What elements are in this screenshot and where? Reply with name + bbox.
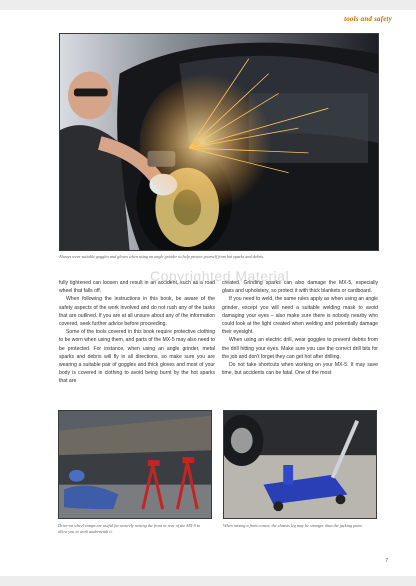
- paragraph: fully tightened can loosen and result in an accident, such as a road wheel that falls off.: [59, 280, 215, 295]
- bottom-left-caption: Drive-on wheel ramps are useful for securely raising the front or rear of the MX-5 to allow you to work underneath it.: [58, 523, 201, 534]
- bottom-right-caption: When raising a front corner, the chassis leg may be stronger than the jacking point.: [223, 523, 363, 528]
- paragraph: If you need to weld, the same rules apply as when using an angle grinder, except you will need a suitable welding mask to avoid damaging your eyes – also make sure there is nobody nearby who could look at the light created when welding and potentially damage their eyesight.: [222, 296, 378, 336]
- bottom-band: [0, 576, 416, 586]
- top-band: [0, 0, 416, 10]
- text-column-left: [59, 279, 215, 386]
- page-number: 7: [385, 558, 388, 564]
- paragraph: When using an electric drill, wear goggles to prevent debris from the drill hitting your eyes. Make sure you use the correct drill bits for the job and don't forget they can get hot after drilling.: [222, 337, 378, 360]
- paragraph: Some of the tools covered in this book require protective clothing to be worn when using them, and parts of the MX-5 may also need to be protected. For instance, when using an angle grinder, metal sparks and debris will fly in all directions, so make sure you are wearing a suitable pair of goggles and thick gloves and most of your body is covered in clothing to avoid being burnt by the hot sparks that are: [59, 329, 215, 385]
- paragraph: Do not take shortcuts when working on your MX-5. It may save time, but accidents can be fatal. One of the most: [222, 362, 378, 377]
- text-column-right: [222, 279, 378, 377]
- trolley-jack-photo: [223, 410, 377, 519]
- paragraph: When following the instructions in this book, be aware of the safety aspects of the work involved and do not rush any of the tasks that are outlined. If you are at all unsure about any of the information covered, seek further advice before proceeding.: [59, 296, 215, 328]
- axle-stands-photo: [58, 410, 212, 519]
- top-photo-caption: Always wear suitable goggles and gloves when using an angle grinder to help protect yourself from hot sparks and debris.: [59, 254, 265, 259]
- section-label: tools and safety: [344, 15, 392, 23]
- watermark: Copyrighted Material: [150, 268, 290, 284]
- paragraph: created. Grinding sparks can also damage the MX-5, especially glass and upholstery, so protect it with thick blankets or cardboard.: [222, 280, 378, 295]
- grinding-photo: [59, 33, 379, 251]
